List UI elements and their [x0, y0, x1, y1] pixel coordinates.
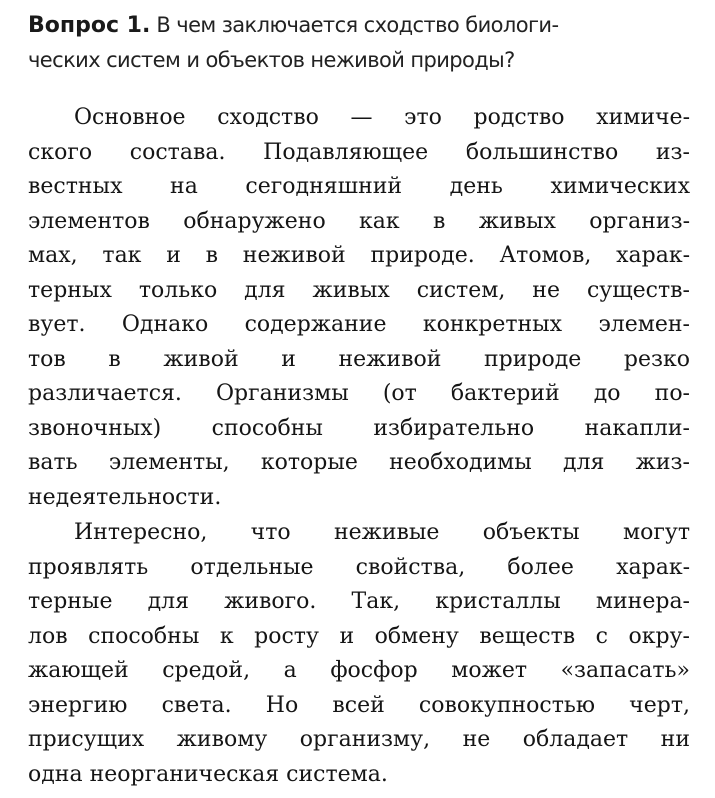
- paragraph-line: мах, так и в неживой природе. Атомов, харак-: [28, 243, 690, 268]
- paragraph-line: ского состава. Подавляющее большинство из-: [28, 139, 690, 165]
- paragraph-line: Основное сходство — это родство химиче-: [74, 105, 690, 130]
- paragraph-line: одна неорганическая система.: [28, 761, 388, 787]
- paragraph-line: звоночных) способны избирательно накапли-: [28, 415, 690, 441]
- paragraph-line: жающей средой, а фосфор может «запасать»: [28, 658, 690, 683]
- paragraph-line: вует. Однако содержание конкретных элемен-: [28, 312, 690, 337]
- question-heading: [28, 8, 708, 77]
- question-text-line-2: ческих систем и объектов неживой природы?: [28, 48, 515, 72]
- paragraph-line: терные для живого. Так, кристаллы минера-: [28, 589, 690, 614]
- paragraph-line: лов способны к росту и обмену веществ с окру-: [28, 623, 690, 649]
- paragraph-line: недеятельности.: [28, 484, 222, 510]
- question-line-1: [28, 8, 708, 43]
- paragraph-line: тов в живой и неживой природе резко: [28, 346, 690, 372]
- paragraph-line: терных только для живых систем, не существ-: [28, 277, 690, 303]
- paragraph-line: вать элементы, которые необходимы для жиз-: [28, 450, 690, 475]
- paragraph-line: различается. Организмы (от бактерий до по-: [28, 381, 690, 406]
- paragraph-line: элементов обнаружено как в живых организ-: [28, 208, 690, 234]
- paragraph-line: энергию света. Но всей совокупностью черт,: [28, 692, 690, 718]
- paragraph-line: Интересно, что неживые объекты могут: [74, 520, 690, 545]
- question-text-line-1: В чем заключается сходство биологи-: [156, 13, 559, 37]
- paragraph-line: проявлять отдельные свойства, более харак-: [28, 554, 690, 580]
- answer-paragraph-2: [28, 516, 690, 792]
- question-label: Вопрос 1.: [28, 13, 151, 38]
- paragraph-line: присущих живому организму, не обладает ни: [28, 727, 690, 752]
- paragraph-line: вестных на сегодняшний день химических: [28, 174, 690, 199]
- answer-paragraph-1: [28, 101, 690, 515]
